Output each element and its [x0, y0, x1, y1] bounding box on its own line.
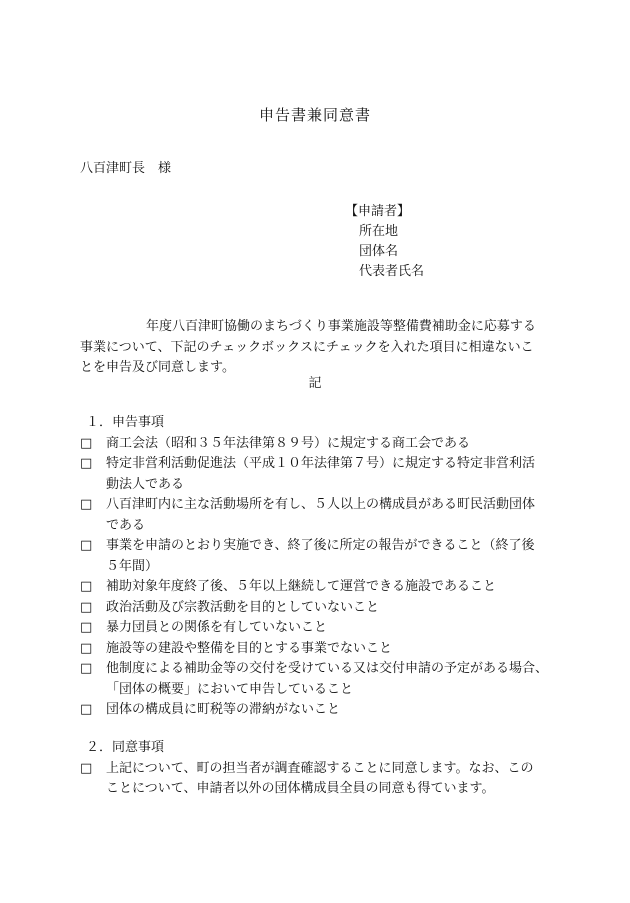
checkbox[interactable]: □	[80, 640, 93, 656]
checkbox[interactable]: □	[80, 760, 93, 776]
checklist-item	[80, 618, 570, 639]
item-text: 八百津町内に主な活動場所を有し、５人以上の構成員がある町民活動団体 である	[106, 497, 536, 533]
intro-line: 事業について、下記のチェックボックスにチェックを入れた項目に相違ないこ	[80, 339, 534, 355]
item-text: 商工会法（昭和３５年法律第８９号）に規定する商工会である	[106, 435, 471, 451]
item-text: 施設等の建設や整備を目的とする事業でないこと	[106, 640, 393, 656]
section-declaration	[80, 413, 570, 721]
item-text: 政治活動及び宗教活動を目的としていないこと	[106, 599, 380, 615]
item-text: 団体の構成員に町税等の滞納がないこと	[106, 702, 341, 717]
checklist-item	[80, 659, 570, 700]
applicant-field-representative: 代表者氏名	[359, 264, 425, 279]
checkbox[interactable]: □	[80, 661, 93, 676]
addressee: 八百津町長 様	[80, 161, 172, 176]
intro-line: とを申告及び同意します。	[80, 360, 235, 375]
document-title: 申告書兼同意書	[258, 106, 371, 124]
checklist-item	[80, 434, 570, 455]
checkbox[interactable]: □	[80, 497, 93, 512]
checklist-item	[80, 598, 570, 619]
checklist-item	[80, 495, 570, 536]
checkbox[interactable]: □	[80, 702, 93, 717]
checkbox[interactable]: □	[80, 538, 93, 553]
checklist-item	[80, 759, 570, 800]
checkbox[interactable]: □	[80, 620, 93, 635]
item-text: 事業を申請のとおり実施でき、終了後に所定の報告ができること（終了後 ５年間）	[106, 538, 535, 574]
intro-paragraph	[80, 317, 550, 379]
checklist-item	[80, 639, 570, 660]
checklist-item	[80, 536, 570, 577]
checkbox[interactable]: □	[80, 579, 93, 594]
applicant-header: 【申請者】	[345, 204, 411, 219]
item-text: 補助対象年度終了後、５年以上継続して運営できる施設であること	[106, 579, 497, 594]
item-text: 暴力団員との関係を有していないこと	[106, 620, 328, 635]
applicant-field-address: 所在地	[359, 224, 399, 239]
checklist-item	[80, 454, 570, 495]
checklist-item	[80, 577, 570, 598]
ki-marker: 記	[308, 376, 322, 391]
checkbox[interactable]: □	[80, 435, 93, 451]
intro-line: 年度八百津町協働のまちづくり事業施設等整備費補助金に応募する	[146, 319, 536, 334]
checkbox[interactable]: □	[80, 599, 93, 615]
checkbox[interactable]: □	[80, 456, 93, 471]
applicant-field-organization: 団体名	[359, 244, 399, 259]
section-heading: ２．同意事項	[86, 740, 165, 755]
checklist-item	[80, 700, 570, 721]
section-heading: １．申告事項	[86, 415, 165, 430]
item-text: 特定非営利活動促進法（平成１０年法律第７号）に規定する特定非営利活 動法人である	[106, 456, 536, 492]
applicant-block	[345, 202, 424, 282]
item-text: 他制度による補助金等の交付を受けている又は交付申請の予定がある場合、 「団体の概要」において申告していること	[106, 661, 549, 697]
section-consent	[80, 738, 570, 800]
item-text: 上記について、町の担当者が調査確認することに同意します。なお、この ことについて、申請者以外の団体構成員全員の同意も得ています。	[106, 760, 534, 796]
